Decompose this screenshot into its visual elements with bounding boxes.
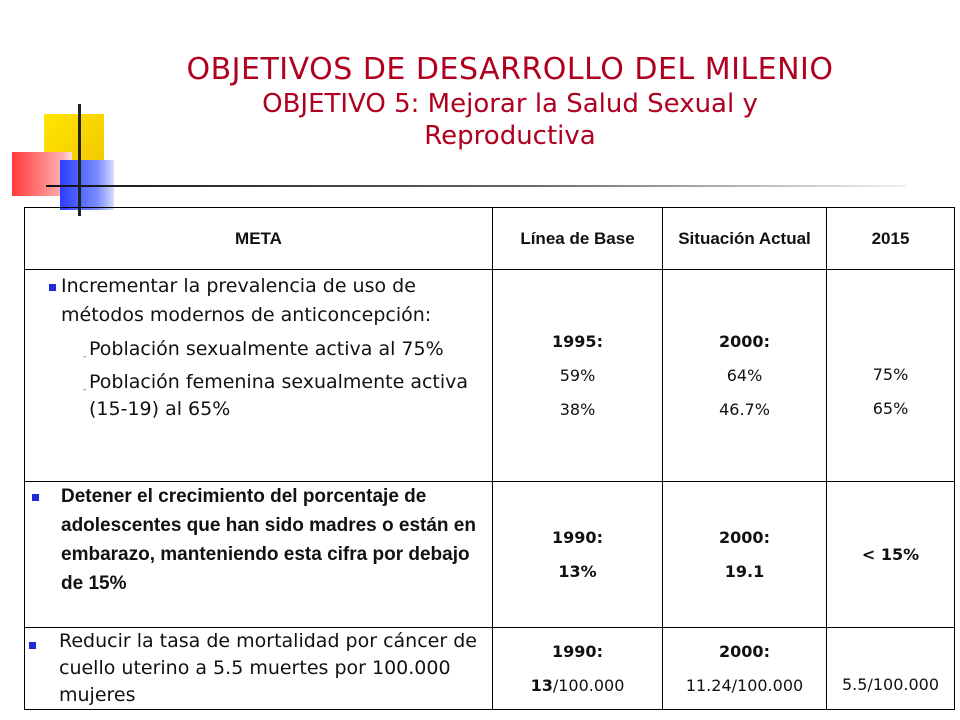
actual-value: 64% [726, 365, 763, 385]
dash-icon: - [83, 352, 87, 362]
title-line-2: OBJETIVO 5: Mejorar la Salud Sexual y [262, 89, 758, 119]
meta-cell [25, 482, 493, 628]
base-value-rest: /100.000 [552, 675, 625, 695]
base-year: 1990: [552, 641, 603, 661]
actual-cell [663, 482, 827, 628]
target-value: 75% [872, 365, 909, 384]
list-item [25, 628, 492, 709]
base-cell [493, 270, 663, 482]
slide-title [120, 52, 900, 152]
header-2015: 2015 [827, 208, 955, 270]
base-value: 38% [559, 399, 596, 419]
goals-table [24, 207, 955, 710]
base-value: 59% [559, 365, 596, 385]
meta-text: Reducir la tasa de mortalidad por cáncer de cuello uterino a 5.5 muertes por 100.000 mujeres [59, 630, 477, 706]
base-cell [493, 628, 663, 710]
header-meta: META [25, 208, 493, 270]
sub-item [25, 369, 492, 423]
base-year: 1990: [552, 527, 603, 547]
meta-text: Detener el crecimiento del porcentaje de adolescentes que han sido madres o están en embarazo, manteniendo esta cifra por debajo de 15% [61, 486, 476, 594]
title-line-1: OBJETIVOS DE DESARROLLO DEL MILENIO [186, 52, 834, 87]
header-actual: Situación Actual [663, 208, 827, 270]
actual-cell [663, 628, 827, 710]
actual-value: 46.7% [719, 399, 770, 419]
sub-item [25, 336, 492, 363]
actual-year: 2000: [719, 641, 770, 661]
table-row [25, 270, 955, 482]
meta-cell [25, 270, 493, 482]
base-year: 1995: [552, 331, 603, 351]
dash-icon: - [83, 385, 87, 395]
bullet-square-icon [49, 284, 56, 291]
target-cell [827, 270, 955, 482]
target-value: 65% [872, 399, 909, 418]
bullet-square-icon [29, 642, 36, 649]
base-cell [493, 482, 663, 628]
actual-cell [663, 270, 827, 482]
logo-vertical-line [78, 104, 81, 216]
actual-year: 2000: [719, 331, 770, 351]
target-value: < 15% [861, 544, 920, 564]
header-row [25, 208, 955, 270]
target-cell [827, 482, 955, 628]
target-cell [827, 628, 955, 710]
sub-text: Población sexualmente activa al 75% [89, 338, 444, 360]
base-value: 13% [558, 561, 597, 581]
title-underline [46, 185, 906, 187]
actual-year: 2000: [719, 527, 770, 547]
table-row [25, 628, 955, 710]
base-value-bold: 13 [530, 675, 553, 695]
title-line-3: Reproductiva [424, 121, 596, 151]
actual-value: 19.1 [724, 561, 765, 581]
actual-value: 11.24/100.000 [685, 675, 804, 695]
header-base: Línea de Base [493, 208, 663, 270]
meta-cell [25, 628, 493, 710]
meta-text: Incrementar la prevalencia de uso de métodos modernos de anticoncepción: [61, 275, 432, 326]
bullet-square-icon [32, 494, 39, 501]
base-value [494, 669, 661, 703]
target-value: 5.5/100.000 [842, 675, 939, 694]
table-row [25, 482, 955, 628]
sub-text: Población femenina sexualmente activa (15-19) al 65% [89, 371, 469, 420]
list-item [25, 482, 492, 598]
list-item [25, 272, 492, 330]
